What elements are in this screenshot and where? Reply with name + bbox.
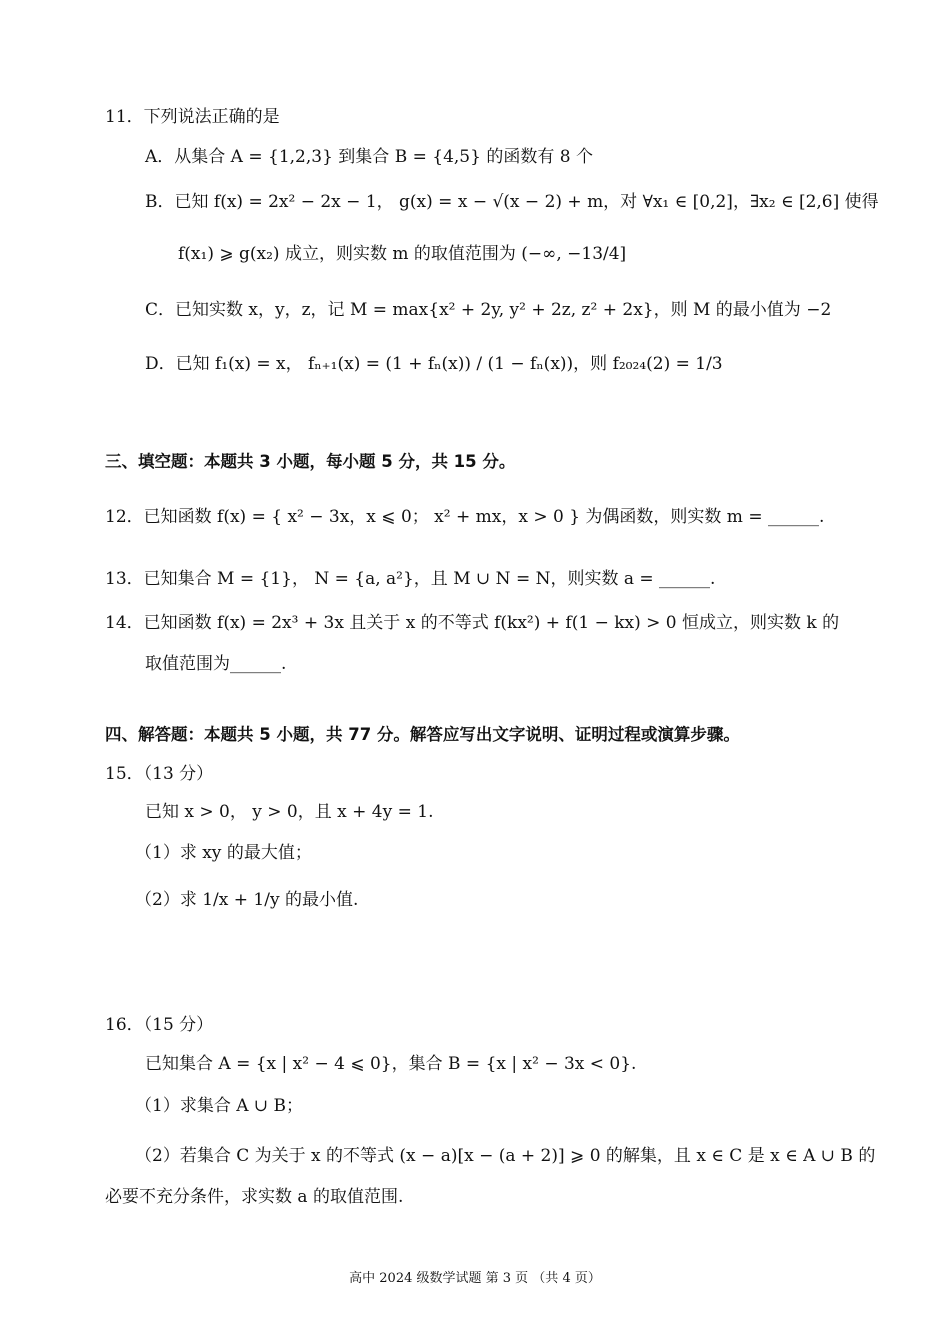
- q11-option-c: C．已知实数 x，y，z，记 M = max{x² + 2y, y² + 2z, z² + 2x}，则 M 的最小值为 −2: [145, 300, 832, 320]
- q11-stem: 11．下列说法正确的是: [105, 107, 280, 127]
- q15-title: 15．（13 分）: [105, 764, 214, 784]
- q12: 12．已知函数 f(x) = { x² − 3x，x ⩽ 0； x² + mx，x > 0 } 为偶函数，则实数 m = ______.: [105, 507, 825, 527]
- q15-part2: （2）求 1/x + 1/y 的最小值.: [135, 890, 359, 910]
- q16-given: 已知集合 A = {x | x² − 4 ⩽ 0}，集合 B = {x | x² − 3x < 0}.: [145, 1054, 637, 1074]
- q14-line1: 14．已知函数 f(x) = 2x³ + 3x 且关于 x 的不等式 f(kx²) + f(1 − kx) > 0 恒成立，则实数 k 的: [105, 613, 840, 633]
- q16-part2-line2: 必要不充分条件，求实数 a 的取值范围.: [105, 1187, 404, 1207]
- q11-option-b-line2: f(x₁) ⩾ g(x₂) 成立，则实数 m 的取值范围为 (−∞, −13/4]: [178, 244, 627, 264]
- page-footer: 高中 2024 级数学试题 第 3 页 （共 4 页）: [349, 1271, 601, 1286]
- q11-option-d: D．已知 f₁(x) = x， fₙ₊₁(x) = (1 + fₙ(x)) / (1 − fₙ(x))，则 f₂₀₂₄(2) = 1/3: [145, 354, 723, 374]
- section4-heading: 四、解答题：本题共 5 小题，共 77 分。解答应写出文字说明、证明过程或演算步骤。: [105, 725, 740, 744]
- q13: 13．已知集合 M = {1}， N = {a, a²}，且 M ∪ N = N，则实数 a = ______.: [105, 569, 716, 589]
- q14-line2: 取值范围为______.: [145, 654, 287, 674]
- q11-option-b-line1: B．已知 f(x) = 2x² − 2x − 1， g(x) = x − √(x − 2) + m，对 ∀x₁ ∈ [0,2]，∃x₂ ∈ [2,6] 使得: [145, 192, 879, 212]
- q16-part2-line1: （2）若集合 C 为关于 x 的不等式 (x − a)[x − (a + 2)] ⩾ 0 的解集，且 x ∈ C 是 x ∈ A ∪ B 的: [135, 1146, 876, 1166]
- q15-part1: （1）求 xy 的最大值；: [135, 843, 312, 863]
- q16-title: 16．（15 分）: [105, 1015, 214, 1035]
- q11-option-a: A．从集合 A = {1,2,3} 到集合 B = {4,5} 的函数有 8 个: [145, 147, 593, 167]
- q15-given: 已知 x > 0， y > 0，且 x + 4y = 1.: [145, 802, 434, 822]
- q16-part1: （1）求集合 A ∪ B；: [135, 1096, 304, 1116]
- section3-heading: 三、填空题：本题共 3 小题，每小题 5 分，共 15 分。: [105, 452, 516, 471]
